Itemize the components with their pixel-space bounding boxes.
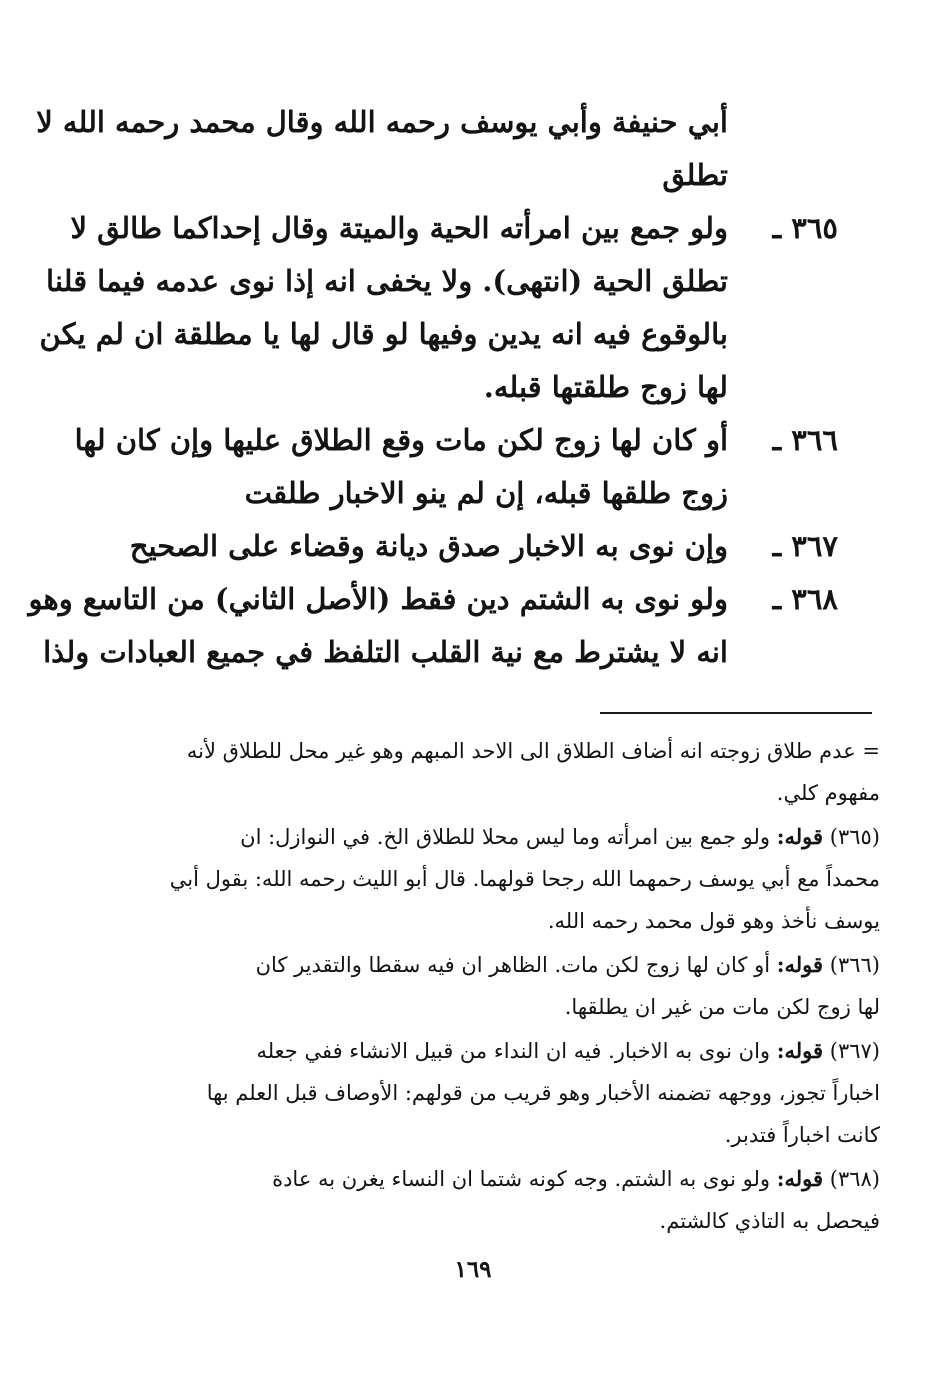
footnote-ref: (٣٦٧) [829,1039,880,1063]
footnote-text: ولو جمع بين امرأته وما ليس محلا للطلاق الخ. في النوازل: ان [240,825,771,849]
entry-number: ٣٦٦ ـ [772,423,838,457]
footnote-text: ولو نوى به الشتم. وجه كونه شتما ان النساء يغرن به عادة [272,1167,771,1191]
footnote-text: أو كان لها زوج لكن مات. الظاهر ان فيه سقطا والتقدير كان [255,953,771,977]
footnote-line: لها زوج لكن مات من غير ان يطلقها. [564,995,880,1019]
footnote-line: محمداً مع أبي يوسف رحمهما الله رجحا قولهما. قال أبو الليث رحمه الله: بقول أبي [169,867,880,891]
main-text [28,96,838,679]
intro-line: أبي حنيفة وأبي يوسف رحمه الله وقال محمد رحمه الله لا [36,105,728,139]
footnote-label: قوله: [776,1038,824,1063]
footnote-label: قوله: [776,824,824,849]
entry-number: ٣٦٧ ـ [772,529,838,563]
footnote-ref: (٣٦٦) [829,953,880,977]
entry-line: زوج طلقها قبله، إن لم ينو الاخبار طلقت [244,476,728,510]
footnote-line [122,816,880,858]
footnote-line: فيحصل به التاذي كالشتم. [659,1209,880,1233]
entry-line: بالوقوع فيه انه يدين وفيها لو قال لها يا مطلقة ان لم يكن [39,317,728,351]
entry-number: ٣٦٥ ـ [772,211,838,245]
entry-365 [39,202,838,414]
footnote-ref: (٣٦٨) [829,1167,880,1191]
entry-line: ولو جمع بين امرأته الحية والميتة وقال إحداكما طالق لا [70,211,728,245]
footnote-365 [122,816,880,942]
footnote-366 [122,944,880,1028]
footnote-line: يوسف نأخذ وهو قول محمد رحمه الله. [547,909,880,933]
footnote-line [122,1030,880,1072]
footnote-ref: (٣٦٥) [829,825,880,849]
entry-line: لها زوج طلقتها قبله. [483,370,728,404]
entry-367 [128,520,838,573]
footnote-line [122,944,880,986]
footnote-line: كانت اخباراً فتدبر. [724,1123,880,1147]
footnote-line: اخباراً تجوز، ووجهه تضمنه الأخبار وهو قريب من قولهم: الأوصاف قبل العلم بها [206,1081,880,1105]
footnote-367 [122,1030,880,1156]
entry-368 [28,573,838,679]
footnote-line [122,1158,880,1200]
entry-line: تطلق الحية (انتهى). ولا يخفى انه إذا نوى عدمه فيما قلنا [46,264,728,298]
entry-line: وإن نوى به الاخبار صدق ديانة وقضاء على الصحيح [129,529,728,563]
entry-line: أو كان لها زوج لكن مات وقع الطلاق عليها وإن كان لها [74,423,728,457]
footnote-label: قوله: [776,952,824,977]
intro-line: تطلق [662,158,728,192]
footnote-label: قوله: [776,1166,824,1191]
footnote-divider [600,712,872,714]
page-number: ١٦٩ [454,1256,492,1283]
entry-line: ولو نوى به الشتم دين فقط (الأصل الثاني) من التاسع وهو [28,582,728,616]
footnote-line: = عدم طلاق زوجته انه أضاف الطلاق الى الاحد المبهم وهو غير محل للطلاق لأنه [186,739,880,763]
intro-text [36,96,728,202]
entry-line: انه لا يشترط مع نية القلب التلفظ في جميع العبادات ولذا [43,635,728,669]
footnote-line: مفهوم كلي. [776,781,880,805]
footnotes [122,730,880,1242]
footnote-368 [122,1158,880,1242]
entry-366 [74,414,838,520]
entry-number: ٣٦٨ ـ [772,582,838,616]
footnote-text: وان نوى به الاخبار. فيه ان النداء من قبيل الانشاء ففي جعله [256,1039,771,1063]
footnote-continuation [122,730,880,814]
